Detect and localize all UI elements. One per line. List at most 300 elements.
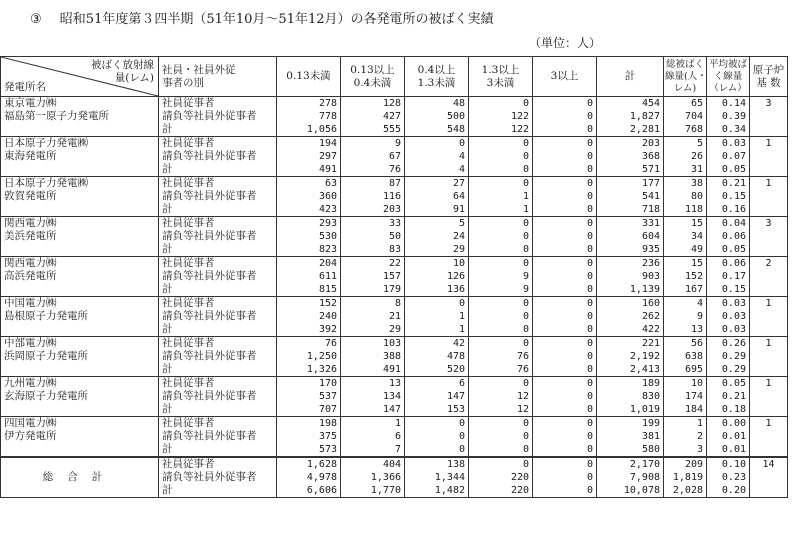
value-cell-dose xyxy=(664,257,707,297)
value: 0 xyxy=(586,231,593,242)
value: 262 xyxy=(641,311,660,322)
plant-site: 浜岡原子力発電所 xyxy=(4,350,88,362)
value: 0 xyxy=(458,138,465,149)
value: 0 xyxy=(522,418,529,429)
value-cell-c2 xyxy=(341,217,405,257)
value: 138 xyxy=(446,459,465,470)
table-row xyxy=(1,297,788,337)
plant-company: 関西電力㈱ xyxy=(4,217,57,229)
value: 63 xyxy=(324,178,337,189)
value: 122 xyxy=(510,111,529,122)
value-cell-c3 xyxy=(405,417,469,458)
value: 903 xyxy=(641,271,660,282)
category-label: 社員従事者 xyxy=(162,458,215,470)
value: 7 xyxy=(394,444,401,455)
value: 0.03 xyxy=(721,324,746,335)
col-avg-dose: 平均被ば く線量 （レム） xyxy=(707,57,750,97)
value: 177 xyxy=(641,178,660,189)
value: 0.05 xyxy=(721,378,746,389)
value: 13 xyxy=(388,378,401,389)
value: 704 xyxy=(684,111,703,122)
value: 0 xyxy=(522,231,529,242)
plant-site: 高浜発電所 xyxy=(4,270,57,282)
value-cell-dose xyxy=(664,97,707,137)
table-row xyxy=(1,257,788,297)
table-row xyxy=(1,417,788,458)
value-cell-c2 xyxy=(341,297,405,337)
value: 530 xyxy=(318,231,337,242)
value: 134 xyxy=(382,391,401,402)
value: 278 xyxy=(318,98,337,109)
value: 0 xyxy=(586,271,593,282)
value-cell-c5 xyxy=(533,457,597,498)
value-cell-c1 xyxy=(277,337,341,377)
value: 478 xyxy=(446,351,465,362)
value: 209 xyxy=(684,459,703,470)
value-cell-c1 xyxy=(277,177,341,217)
category-cell xyxy=(159,97,277,137)
value: 1,250 xyxy=(306,351,337,362)
value: 0 xyxy=(586,404,593,415)
value-cell-c5 xyxy=(533,97,597,137)
value-cell-c1 xyxy=(277,377,341,417)
value-cell-c3 xyxy=(405,217,469,257)
value: 548 xyxy=(446,124,465,135)
value-cell-c4 xyxy=(469,457,533,498)
table-body xyxy=(1,97,788,498)
value: 199 xyxy=(641,418,660,429)
value: 1 xyxy=(696,418,703,429)
value: 0.15 xyxy=(721,284,746,295)
value: 220 xyxy=(510,485,529,496)
reactor-count-cell xyxy=(750,417,788,458)
value: 1,819 xyxy=(672,472,703,483)
category-cell xyxy=(159,137,277,177)
corner-plant-label: 発電所名 xyxy=(4,81,46,93)
value: 65 xyxy=(690,98,703,109)
category-label: 請負等社員外従事者 xyxy=(162,310,257,322)
value-cell-total xyxy=(597,337,664,377)
value-cell-avg xyxy=(707,137,750,177)
value-cell-c3 xyxy=(405,337,469,377)
value: 830 xyxy=(641,391,660,402)
value: 91 xyxy=(452,204,465,215)
value-cell-avg xyxy=(707,377,750,417)
value-cell-c5 xyxy=(533,377,597,417)
value: 152 xyxy=(684,271,703,282)
value: 34 xyxy=(690,231,703,242)
value-cell-c2 xyxy=(341,337,405,377)
value: 935 xyxy=(641,244,660,255)
value: 491 xyxy=(382,364,401,375)
value: 8 xyxy=(394,298,401,309)
value: 10 xyxy=(452,258,465,269)
category-label: 計 xyxy=(162,123,173,135)
table-row xyxy=(1,177,788,217)
reactor-count-cell xyxy=(750,177,788,217)
value-cell-c4 xyxy=(469,137,533,177)
value-cell-c3 xyxy=(405,97,469,137)
value: 1 xyxy=(458,311,465,322)
plant-site: 美浜発電所 xyxy=(4,230,57,242)
value: 0 xyxy=(586,164,593,175)
value: 27 xyxy=(452,178,465,189)
value: 240 xyxy=(318,311,337,322)
value-cell-dose xyxy=(664,457,707,498)
value: 0 xyxy=(586,311,593,322)
value: 4 xyxy=(458,151,465,162)
value: 9 xyxy=(522,271,529,282)
value: 21 xyxy=(388,311,401,322)
value: 537 xyxy=(318,391,337,402)
value-cell-c5 xyxy=(533,297,597,337)
value: 1 xyxy=(458,324,465,335)
value-cell-c5 xyxy=(533,417,597,458)
value-cell-c1 xyxy=(277,457,341,498)
value: 0 xyxy=(522,98,529,109)
value-cell-avg xyxy=(707,297,750,337)
value: 203 xyxy=(641,138,660,149)
category-label: 計 xyxy=(162,163,173,175)
value: 4 xyxy=(696,298,703,309)
value: 67 xyxy=(388,151,401,162)
value-cell-c4 xyxy=(469,337,533,377)
value: 768 xyxy=(684,124,703,135)
value-cell-total xyxy=(597,97,664,137)
value: 0 xyxy=(522,444,529,455)
value: 76 xyxy=(324,338,337,349)
value: 0 xyxy=(586,444,593,455)
value: 427 xyxy=(382,111,401,122)
value-cell-dose xyxy=(664,297,707,337)
value: 0.29 xyxy=(721,351,746,362)
value: 388 xyxy=(382,351,401,362)
value-cell-c4 xyxy=(469,297,533,337)
value: 126 xyxy=(446,271,465,282)
plant-name-cell xyxy=(1,177,159,217)
value: 179 xyxy=(382,284,401,295)
value: 6 xyxy=(394,431,401,442)
value: 2,170 xyxy=(629,459,660,470)
value: 116 xyxy=(382,191,401,202)
plant-name-cell xyxy=(1,297,159,337)
value: 0 xyxy=(586,298,593,309)
reactor-count-cell xyxy=(750,257,788,297)
value-cell-total xyxy=(597,257,664,297)
value: 15 xyxy=(690,258,703,269)
plant-company: 日本原子力発電㈱ xyxy=(4,137,88,149)
value: 2,413 xyxy=(629,364,660,375)
grand-total-label: 総合計 xyxy=(42,471,117,483)
title-number: ③ xyxy=(30,12,42,27)
value-cell-dose xyxy=(664,377,707,417)
value: 5 xyxy=(458,218,465,229)
value: 404 xyxy=(382,459,401,470)
value-cell-dose xyxy=(664,137,707,177)
value: 22 xyxy=(388,258,401,269)
value: 157 xyxy=(382,271,401,282)
value: 50 xyxy=(388,231,401,242)
value: 15 xyxy=(690,218,703,229)
value: 0 xyxy=(586,338,593,349)
table-row xyxy=(1,457,788,498)
title-text: 昭和51年度第３四半期（51年10月～51年12月）の各発電所の被ばく実績 xyxy=(59,12,494,27)
plant-site: 玄海原子力発電所 xyxy=(4,390,88,402)
value: 0.00 xyxy=(721,418,746,429)
value: 0.01 xyxy=(721,444,746,455)
value: 174 xyxy=(684,391,703,402)
value: 778 xyxy=(318,111,337,122)
value-cell-c3 xyxy=(405,177,469,217)
value-cell-c1 xyxy=(277,257,341,297)
value: 1 xyxy=(522,191,529,202)
value: 0 xyxy=(586,218,593,229)
category-label: 請負等社員外従事者 xyxy=(162,230,257,242)
plant-name-cell xyxy=(1,137,159,177)
table-row xyxy=(1,97,788,137)
value-cell-avg xyxy=(707,257,750,297)
category-label: 請負等社員外従事者 xyxy=(162,270,257,282)
value: 1,019 xyxy=(629,404,660,415)
value-cell-c5 xyxy=(533,137,597,177)
reactor-count: 1 xyxy=(765,138,772,149)
value: 491 xyxy=(318,164,337,175)
value: 0 xyxy=(522,218,529,229)
value: 12 xyxy=(516,404,529,415)
value: 1,366 xyxy=(370,472,401,483)
value-cell-dose xyxy=(664,217,707,257)
value-cell-c3 xyxy=(405,377,469,417)
value-cell-avg xyxy=(707,217,750,257)
category-label: 社員従事者 xyxy=(162,417,215,429)
value: 221 xyxy=(641,338,660,349)
value: 0 xyxy=(586,284,593,295)
col-over-3: 3以上 xyxy=(533,57,597,97)
reactor-count: 1 xyxy=(765,338,772,349)
category-cell xyxy=(159,337,277,377)
value-cell-c1 xyxy=(277,417,341,458)
plant-site: 伊方発電所 xyxy=(4,430,57,442)
value: 815 xyxy=(318,284,337,295)
value-cell-c3 xyxy=(405,257,469,297)
value: 153 xyxy=(446,404,465,415)
value: 0 xyxy=(522,431,529,442)
value-cell-c4 xyxy=(469,417,533,458)
reactor-count-cell xyxy=(750,337,788,377)
value: 76 xyxy=(516,364,529,375)
value: 331 xyxy=(641,218,660,229)
plant-name-cell xyxy=(1,97,159,137)
category-label: 計 xyxy=(162,363,173,375)
value: 454 xyxy=(641,98,660,109)
value: 0.03 xyxy=(721,138,746,149)
value: 9 xyxy=(522,284,529,295)
value: 0 xyxy=(522,338,529,349)
value: 2,281 xyxy=(629,124,660,135)
value-cell-avg xyxy=(707,337,750,377)
value: 1,139 xyxy=(629,284,660,295)
value: 423 xyxy=(318,204,337,215)
value-cell-total xyxy=(597,457,664,498)
value: 76 xyxy=(516,351,529,362)
value-cell-c5 xyxy=(533,177,597,217)
value: 0 xyxy=(458,298,465,309)
value: 118 xyxy=(684,204,703,215)
category-cell xyxy=(159,377,277,417)
value: 49 xyxy=(690,244,703,255)
plant-name-cell xyxy=(1,217,159,257)
category-label: 計 xyxy=(162,243,173,255)
reactor-count: 3 xyxy=(765,98,772,109)
category-cell xyxy=(159,257,277,297)
reactor-count-cell xyxy=(750,217,788,257)
value-cell-total xyxy=(597,377,664,417)
value: 0.01 xyxy=(721,431,746,442)
category-label: 請負等社員外従事者 xyxy=(162,110,257,122)
value: 0 xyxy=(586,98,593,109)
value: 0 xyxy=(586,391,593,402)
category-label: 計 xyxy=(162,403,173,415)
value: 184 xyxy=(684,404,703,415)
plant-name-cell xyxy=(1,417,159,458)
value-cell-c2 xyxy=(341,177,405,217)
plant-name-cell xyxy=(1,457,159,498)
plant-company: 中国電力㈱ xyxy=(4,297,57,309)
value-cell-c2 xyxy=(341,137,405,177)
value: 375 xyxy=(318,431,337,442)
value: 2 xyxy=(696,431,703,442)
value: 0 xyxy=(522,178,529,189)
value: 122 xyxy=(510,124,529,135)
table-row xyxy=(1,377,788,417)
value: 0 xyxy=(458,444,465,455)
value: 0 xyxy=(586,418,593,429)
value: 0 xyxy=(522,151,529,162)
value: 0 xyxy=(586,324,593,335)
value: 203 xyxy=(382,204,401,215)
value: 5 xyxy=(696,138,703,149)
value: 10 xyxy=(690,378,703,389)
value-cell-dose xyxy=(664,337,707,377)
category-cell xyxy=(159,217,277,257)
value: 0.29 xyxy=(721,364,746,375)
category-label: 社員従事者 xyxy=(162,137,215,149)
value: 0 xyxy=(586,178,593,189)
reactor-count: 1 xyxy=(765,178,772,189)
value: 0 xyxy=(522,311,529,322)
category-cell xyxy=(159,177,277,217)
value-cell-total xyxy=(597,417,664,458)
value: 220 xyxy=(510,472,529,483)
value: 2,028 xyxy=(672,485,703,496)
value: 381 xyxy=(641,431,660,442)
col-13-3: 1.3以上 3未満 xyxy=(469,57,533,97)
value: 12 xyxy=(516,391,529,402)
category-header: 社員・社員外従 事者の別 xyxy=(159,57,277,97)
reactor-count-cell xyxy=(750,97,788,137)
plant-name-cell xyxy=(1,337,159,377)
value-cell-avg xyxy=(707,457,750,498)
value: 580 xyxy=(641,444,660,455)
value-cell-c2 xyxy=(341,97,405,137)
value-cell-c1 xyxy=(277,297,341,337)
value: 823 xyxy=(318,244,337,255)
category-label: 社員従事者 xyxy=(162,297,215,309)
value: 368 xyxy=(641,151,660,162)
value: 0.03 xyxy=(721,298,746,309)
reactor-count: 1 xyxy=(765,298,772,309)
value-cell-total xyxy=(597,217,664,257)
value-cell-c1 xyxy=(277,217,341,257)
value: 638 xyxy=(684,351,703,362)
value: 87 xyxy=(388,178,401,189)
value-cell-c4 xyxy=(469,257,533,297)
value: 0.05 xyxy=(721,244,746,255)
value-cell-avg xyxy=(707,417,750,458)
value: 128 xyxy=(382,98,401,109)
value: 1 xyxy=(522,204,529,215)
value: 170 xyxy=(318,378,337,389)
value: 0.21 xyxy=(721,391,746,402)
reactor-count: 1 xyxy=(765,378,772,389)
value: 24 xyxy=(452,231,465,242)
header-row xyxy=(1,57,788,97)
value: 573 xyxy=(318,444,337,455)
col-total: 計 xyxy=(597,57,664,97)
category-label: 計 xyxy=(162,283,173,295)
value: 0 xyxy=(586,151,593,162)
corner-dose-label: 被ばく放射線 量(レム) xyxy=(91,59,154,84)
value-cell-c2 xyxy=(341,257,405,297)
value: 0.20 xyxy=(721,485,746,496)
category-label: 請負等社員外従事者 xyxy=(162,190,257,202)
value: 604 xyxy=(641,231,660,242)
value: 3 xyxy=(696,444,703,455)
plant-site: 福島第一原子力発電所 xyxy=(4,110,109,122)
value: 0.34 xyxy=(721,124,746,135)
value: 0.04 xyxy=(721,218,746,229)
value-cell-c4 xyxy=(469,217,533,257)
col-total-dose: 総被ばく 線量(人・ レム) xyxy=(664,57,707,97)
value: 1,827 xyxy=(629,111,660,122)
value: 198 xyxy=(318,418,337,429)
value-cell-c5 xyxy=(533,217,597,257)
value: 136 xyxy=(446,284,465,295)
reactor-count: 3 xyxy=(765,218,772,229)
category-cell xyxy=(159,457,277,498)
value: 0 xyxy=(586,244,593,255)
value: 0.26 xyxy=(721,338,746,349)
value: 0 xyxy=(586,351,593,362)
value: 0.14 xyxy=(721,98,746,109)
value-cell-c5 xyxy=(533,257,597,297)
value: 0 xyxy=(586,111,593,122)
value: 33 xyxy=(388,218,401,229)
reactor-count-cell xyxy=(750,137,788,177)
value-cell-dose xyxy=(664,177,707,217)
category-label: 社員従事者 xyxy=(162,217,215,229)
table-row xyxy=(1,337,788,377)
value: 0 xyxy=(522,164,529,175)
value: 0.15 xyxy=(721,191,746,202)
value: 4,978 xyxy=(306,472,337,483)
value: 541 xyxy=(641,191,660,202)
value: 0 xyxy=(458,418,465,429)
value: 9 xyxy=(696,311,703,322)
value-cell-total xyxy=(597,297,664,337)
value-cell-c4 xyxy=(469,177,533,217)
value: 695 xyxy=(684,364,703,375)
